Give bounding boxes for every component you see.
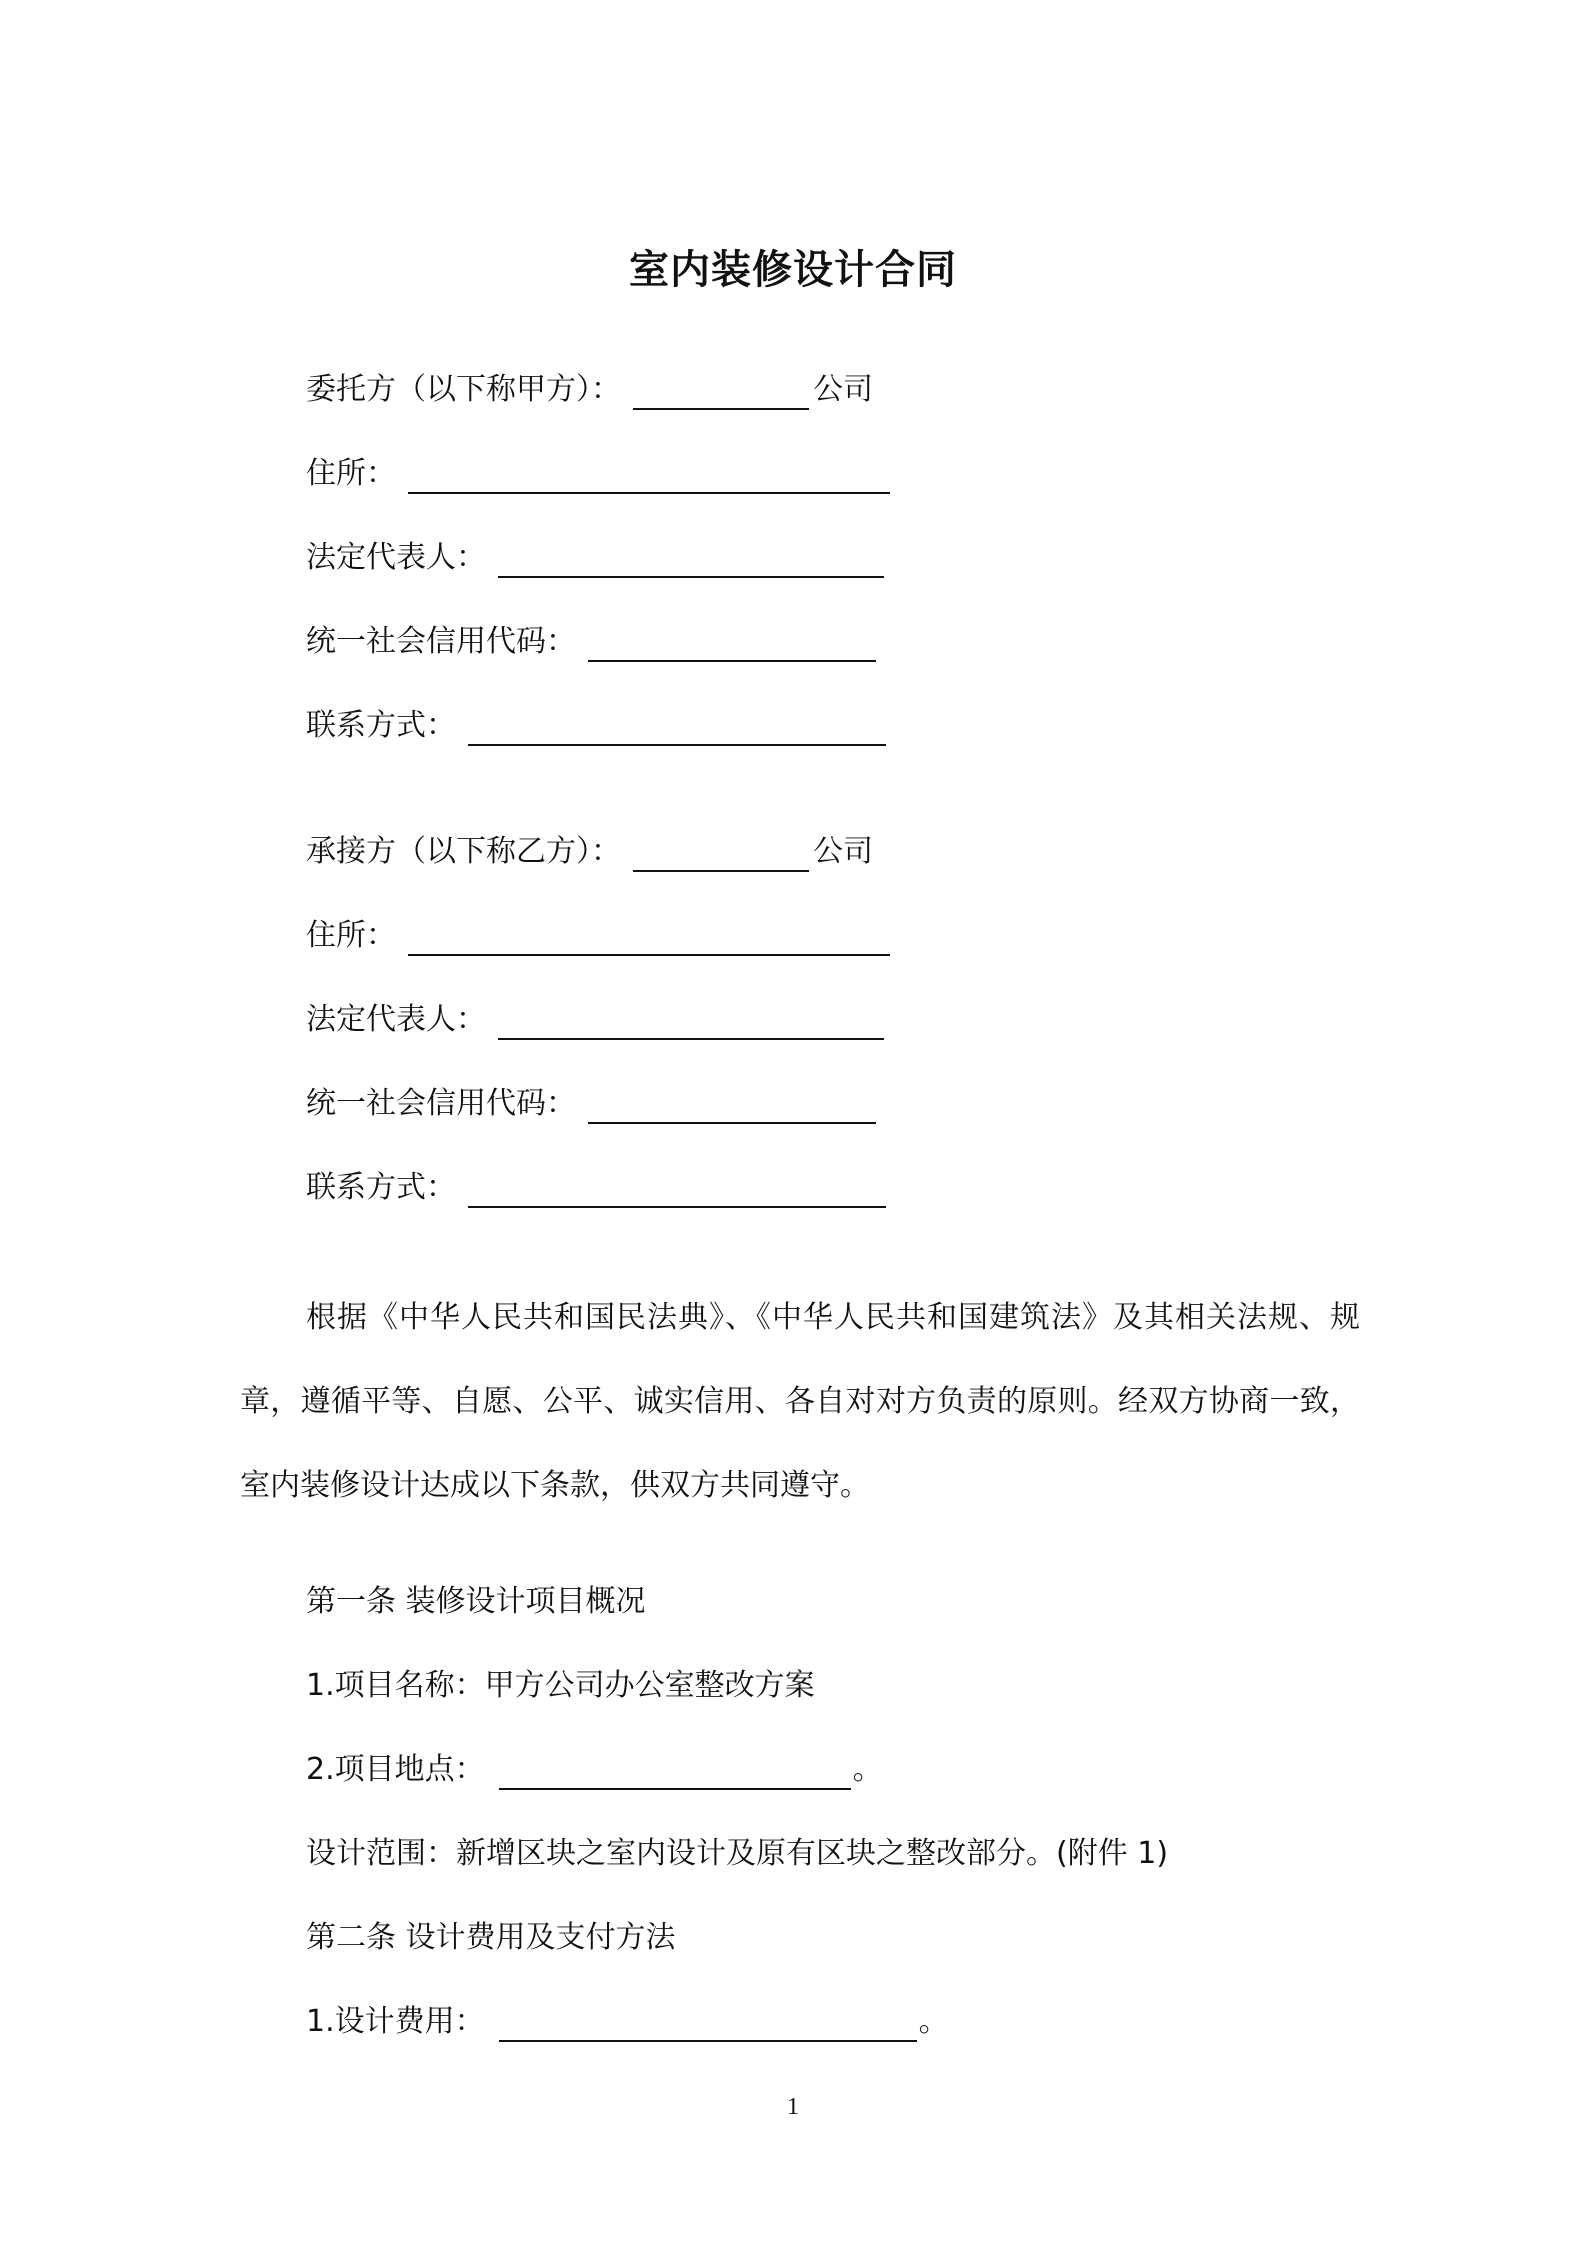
party-b-credit-code-row bbox=[306, 1076, 880, 1124]
party-a-legal-rep-row bbox=[306, 530, 888, 578]
article-1-scope: 设计范围：新增区块之室内设计及原有区块之整改部分。(附件 1) bbox=[306, 1836, 1169, 1871]
party-b-legal-rep-label: 法定代表人： bbox=[306, 1002, 486, 1037]
party-b-heading: 承接方（以下称乙方）： bbox=[306, 834, 621, 869]
party-a-contact-blank[interactable] bbox=[468, 708, 886, 746]
party-b-company-suffix: 公司 bbox=[813, 834, 873, 869]
party-a-credit-code-blank[interactable] bbox=[588, 624, 876, 662]
party-b-contact-label: 联系方式： bbox=[306, 1170, 456, 1205]
party-b-credit-code-blank[interactable] bbox=[588, 1086, 876, 1124]
party-b-address-label: 住所： bbox=[306, 918, 396, 953]
preamble-paragraph: 根据《中华人民共和国民法典》、《中华人民共和国建筑法》及其相关法规、规章，遵循平等、自愿、公平、诚实信用、各自对对方负责的原则。经双方协商一致，室内装修设计达成以下条款，供双方共同遵守。 bbox=[240, 1300, 1360, 1503]
party-a-address-label: 住所： bbox=[306, 456, 396, 491]
party-a-contact-label: 联系方式： bbox=[306, 708, 456, 743]
party-a-company-blank[interactable] bbox=[633, 372, 809, 410]
article-1-item-2-suffix: 。 bbox=[852, 1752, 883, 1787]
document-title: 室内装修设计合同 bbox=[629, 247, 957, 293]
article-1-item-2-label: 2.项目地点： bbox=[306, 1752, 485, 1787]
party-b-legal-rep-blank[interactable] bbox=[498, 1002, 884, 1040]
party-b-heading-row bbox=[306, 824, 873, 872]
party-b-contact-row bbox=[306, 1160, 890, 1208]
party-a-heading: 委托方（以下称甲方）： bbox=[306, 372, 621, 407]
party-a-address-row bbox=[306, 446, 894, 494]
party-a-credit-code-row bbox=[306, 614, 880, 662]
party-a-contact-row bbox=[306, 698, 890, 746]
party-a-address-blank[interactable] bbox=[408, 456, 890, 494]
article-1-heading: 第一条 装修设计项目概况 bbox=[306, 1584, 646, 1619]
party-b-legal-rep-row bbox=[306, 992, 888, 1040]
article-2-item-1-suffix: 。 bbox=[918, 2004, 949, 2039]
article-1-item-2-row bbox=[306, 1750, 883, 1790]
party-b-company-blank[interactable] bbox=[633, 834, 809, 872]
article-2-item-1-row bbox=[306, 2002, 949, 2042]
article-1-item-1: 1.项目名称：甲方公司办公室整改方案 bbox=[306, 1668, 815, 1703]
project-location-blank[interactable] bbox=[499, 1752, 851, 1790]
party-b-address-row bbox=[306, 908, 894, 956]
party-a-credit-code-label: 统一社会信用代码： bbox=[306, 624, 576, 659]
article-2-heading: 第二条 设计费用及支付方法 bbox=[306, 1920, 676, 1955]
party-a-company-suffix: 公司 bbox=[813, 372, 873, 407]
design-fee-blank[interactable] bbox=[499, 2004, 917, 2042]
party-b-credit-code-label: 统一社会信用代码： bbox=[306, 1086, 576, 1121]
party-b-address-blank[interactable] bbox=[408, 918, 890, 956]
party-a-heading-row bbox=[306, 362, 873, 410]
page-number: 1 bbox=[787, 2094, 799, 2120]
party-b-contact-blank[interactable] bbox=[468, 1170, 886, 1208]
article-2-item-1-label: 1.设计费用： bbox=[306, 2004, 485, 2039]
party-a-legal-rep-label: 法定代表人： bbox=[306, 540, 486, 575]
party-a-legal-rep-blank[interactable] bbox=[498, 540, 884, 578]
